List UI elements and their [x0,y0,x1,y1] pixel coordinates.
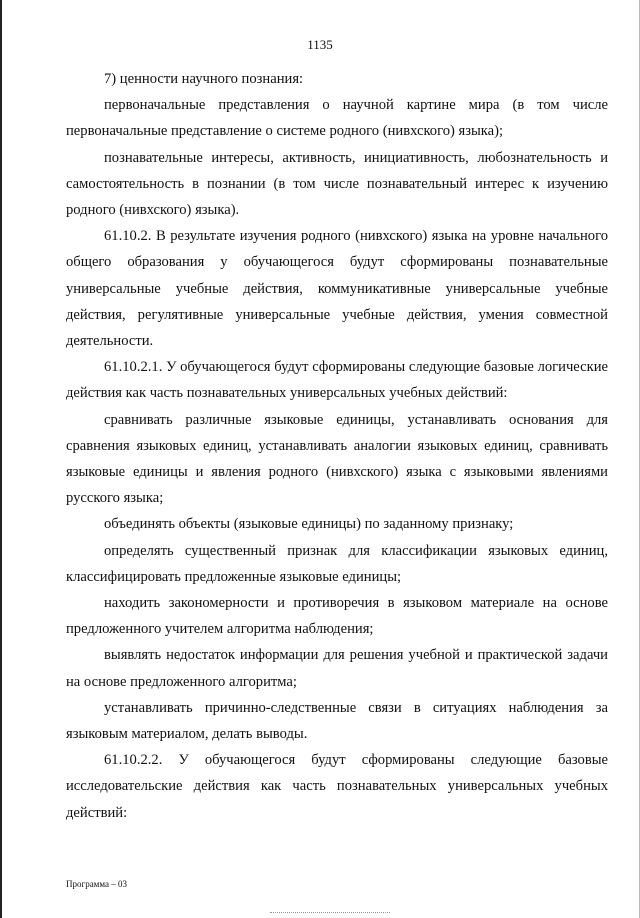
page-number: 1135 [307,37,333,52]
paragraph-causal: устанавливать причинно-следственные связи в ситуациях наблюдения за языковым материалом, делать выводы. [66,699,608,743]
paragraph-cognitive-interests: познавательные интересы, активность, инициативность, любознательность и самостоятельность в познании (в том числе познавательный интерес к изучению родного (нивхского) языка). [66,149,608,219]
paragraph-classify: определять существенный признак для классификации языковых единиц, классифицировать предложенные языковые единицы; [66,542,608,585]
scan-left-edge [0,0,2,918]
paragraph-values-heading: 7) ценности научного познания: [104,71,304,87]
footer-program-label: Программа – 03 [66,879,128,889]
paragraph-61-10-2: 61.10.2. В результате изучения родного (нивхского) языка на уровне начального общего образования у обучающегося будут сформированы познавательные универсальные учебные действия, коммуникативные универсальные учебные действия, регулятивные универсальные учебные действия, умения совместной деятельности. [66,228,608,350]
paragraph-missing-info: выявлять недостаток информации для решения учебной и практической задачи на основе предложенного алгоритма; [66,647,608,690]
body-text [66,66,608,826]
scan-bottom-mark [270,912,390,914]
paragraph-61-10-2-1: 61.10.2.1. У обучающегося будут сформированы следующие базовые логические действия как часть познавательных универсальных учебных действий: [66,359,608,402]
paragraph-combine: объединять объекты (языковые единицы) по заданному признаку; [104,516,514,533]
paragraph-scientific-picture: первоначальные представления о научной картине мира (в том числе первоначальные представление о системе родного (нивхского) языка); [66,97,608,140]
paragraph-patterns: находить закономерности и противоречия в языковом материале на основе предложенного учителем алгоритма наблюдения; [66,595,608,638]
paragraph-compare: сравнивать различные языковые единицы, устанавливать основания для сравнения языковых единиц, устанавливать аналогии языковых единиц, сравнивать языковые единицы и явления родного (нивхского) языка с языковыми явлениями русского языка; [66,411,608,507]
paragraph-61-10-2-2: 61.10.2.2. У обучающегося будут сформированы следующие базовые исследовательские действия как часть познавательных универсальных учебных действий: [66,752,608,821]
